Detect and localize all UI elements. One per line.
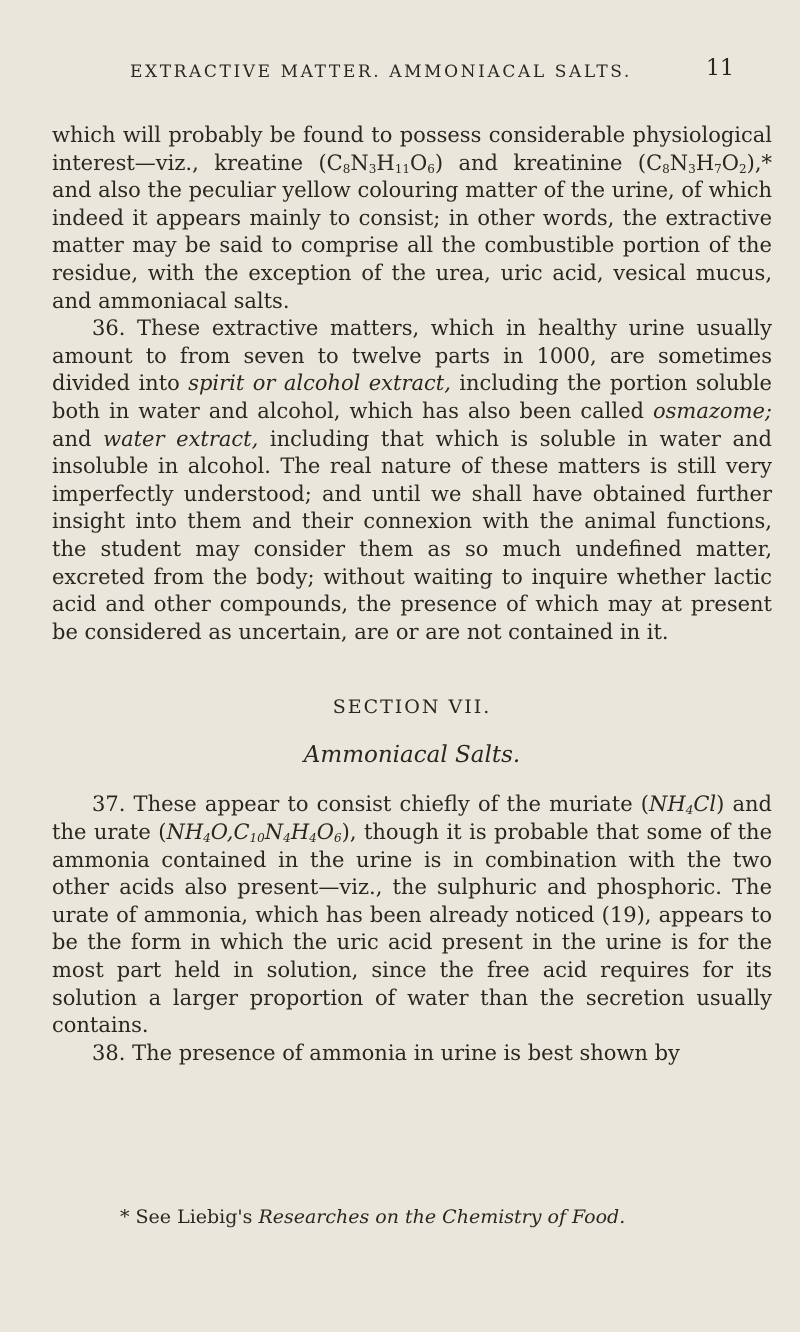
paragraph-continued — [52, 122, 772, 315]
text-run: N — [350, 150, 369, 175]
formula — [166, 820, 341, 844]
subscript: 8 — [662, 161, 670, 176]
subscript: 4 — [203, 831, 211, 846]
paragraph-38: 38. The presence of ammonia in urine is best shown by — [92, 1040, 680, 1065]
page-number: 11 — [706, 56, 734, 81]
formula-part: N — [264, 820, 284, 845]
footnote-text: * See Liebig's — [120, 1206, 259, 1228]
formula-part: Cl — [693, 792, 717, 817]
paragraph-36 — [52, 315, 772, 646]
text-run: ) and the urate ( — [52, 792, 772, 845]
paragraph-37 — [52, 791, 772, 1039]
subscript: 4 — [309, 831, 317, 846]
body-text — [52, 122, 772, 1067]
subscript: 4 — [685, 803, 694, 818]
text-run: and — [52, 426, 104, 451]
text-run: H — [376, 150, 395, 175]
formula-part: O,C — [210, 820, 250, 845]
formula-part: H — [290, 820, 310, 845]
italic-term: spirit or alcohol extract, — [188, 371, 451, 396]
italic-term: osmazome; — [653, 398, 772, 423]
text-run: 37. These appear to consist chiefly of the muriate ( — [92, 792, 650, 817]
section-subtitle: Ammoniacal Salts. — [303, 741, 521, 768]
text-run: which will probably be found to possess considerable physiological interest—viz., kreatine (C — [52, 123, 772, 175]
subscript: 3 — [368, 161, 377, 176]
footnote-title: Researches on the Chemistry of Food. — [258, 1206, 626, 1228]
subscript: 6 — [427, 161, 435, 176]
subscript: 8 — [342, 161, 351, 176]
text-run: O — [721, 150, 739, 175]
formula — [649, 792, 716, 816]
subscript: 11 — [394, 161, 410, 176]
text-run: N — [669, 150, 689, 175]
text-run: 36. These extractive matters, which in healthy urine usually amount to from seven to twelve parts in 1000, are sometimes divided into — [52, 316, 772, 396]
text-run: including that which is soluble in water and insoluble in alcohol. The real nature of these matters is still very imperfectly understood; and until we shall have obtained further insight into them and their connexion with the animal functions, the student may consider them as so much undefined matter, excreted from the body; without waiting to inquire whether lactic acid and other compounds, the presence of which may at present be considered as uncertain, are or are not contained in it. — [52, 426, 772, 644]
subscript: 3 — [688, 161, 696, 176]
text-run: including the portion soluble both in water and alcohol, which has also been called — [52, 371, 772, 423]
formula-part: NH — [166, 820, 204, 845]
formula-part: NH — [649, 792, 686, 817]
formula-part: O — [316, 820, 334, 845]
running-head: EXTRACTIVE MATTER. AMMONIACAL SALTS. — [130, 62, 632, 82]
italic-term: water extract, — [103, 426, 259, 451]
text-run: ), though it is probable that some of the ammonia contained in the urine is in combination with the two other acids also present—viz., the sulphuric and phosphoric. The urate of ammonia, which has been already noticed (19), appears to be the form in which the uric acid present in the urine is for the most part held in solution, since the free acid requires for its solution a larger proportion of water than the secretion usually contains. — [52, 820, 772, 1038]
subscript: 4 — [283, 831, 291, 846]
text-run: ),* and also the peculiar yellow colouring matter of the urine, of which indeed it appears mainly to consist; in other words, the extractive matter may be said to comprise all the combustible portion of the residue, with the exception of the urea, uric acid, vesical mucus, and ammoniacal salts. — [52, 150, 773, 313]
text-run: ) and kreatinine (C — [434, 150, 663, 175]
text-run: H — [695, 150, 715, 175]
footnote — [120, 1206, 760, 1228]
subscript: 2 — [739, 161, 747, 176]
text-run: O — [410, 150, 428, 175]
section-heading: SECTION VII. — [332, 696, 492, 719]
subscript: 6 — [334, 831, 342, 846]
subscript: 7 — [714, 161, 722, 176]
subscript: 10 — [249, 831, 265, 846]
